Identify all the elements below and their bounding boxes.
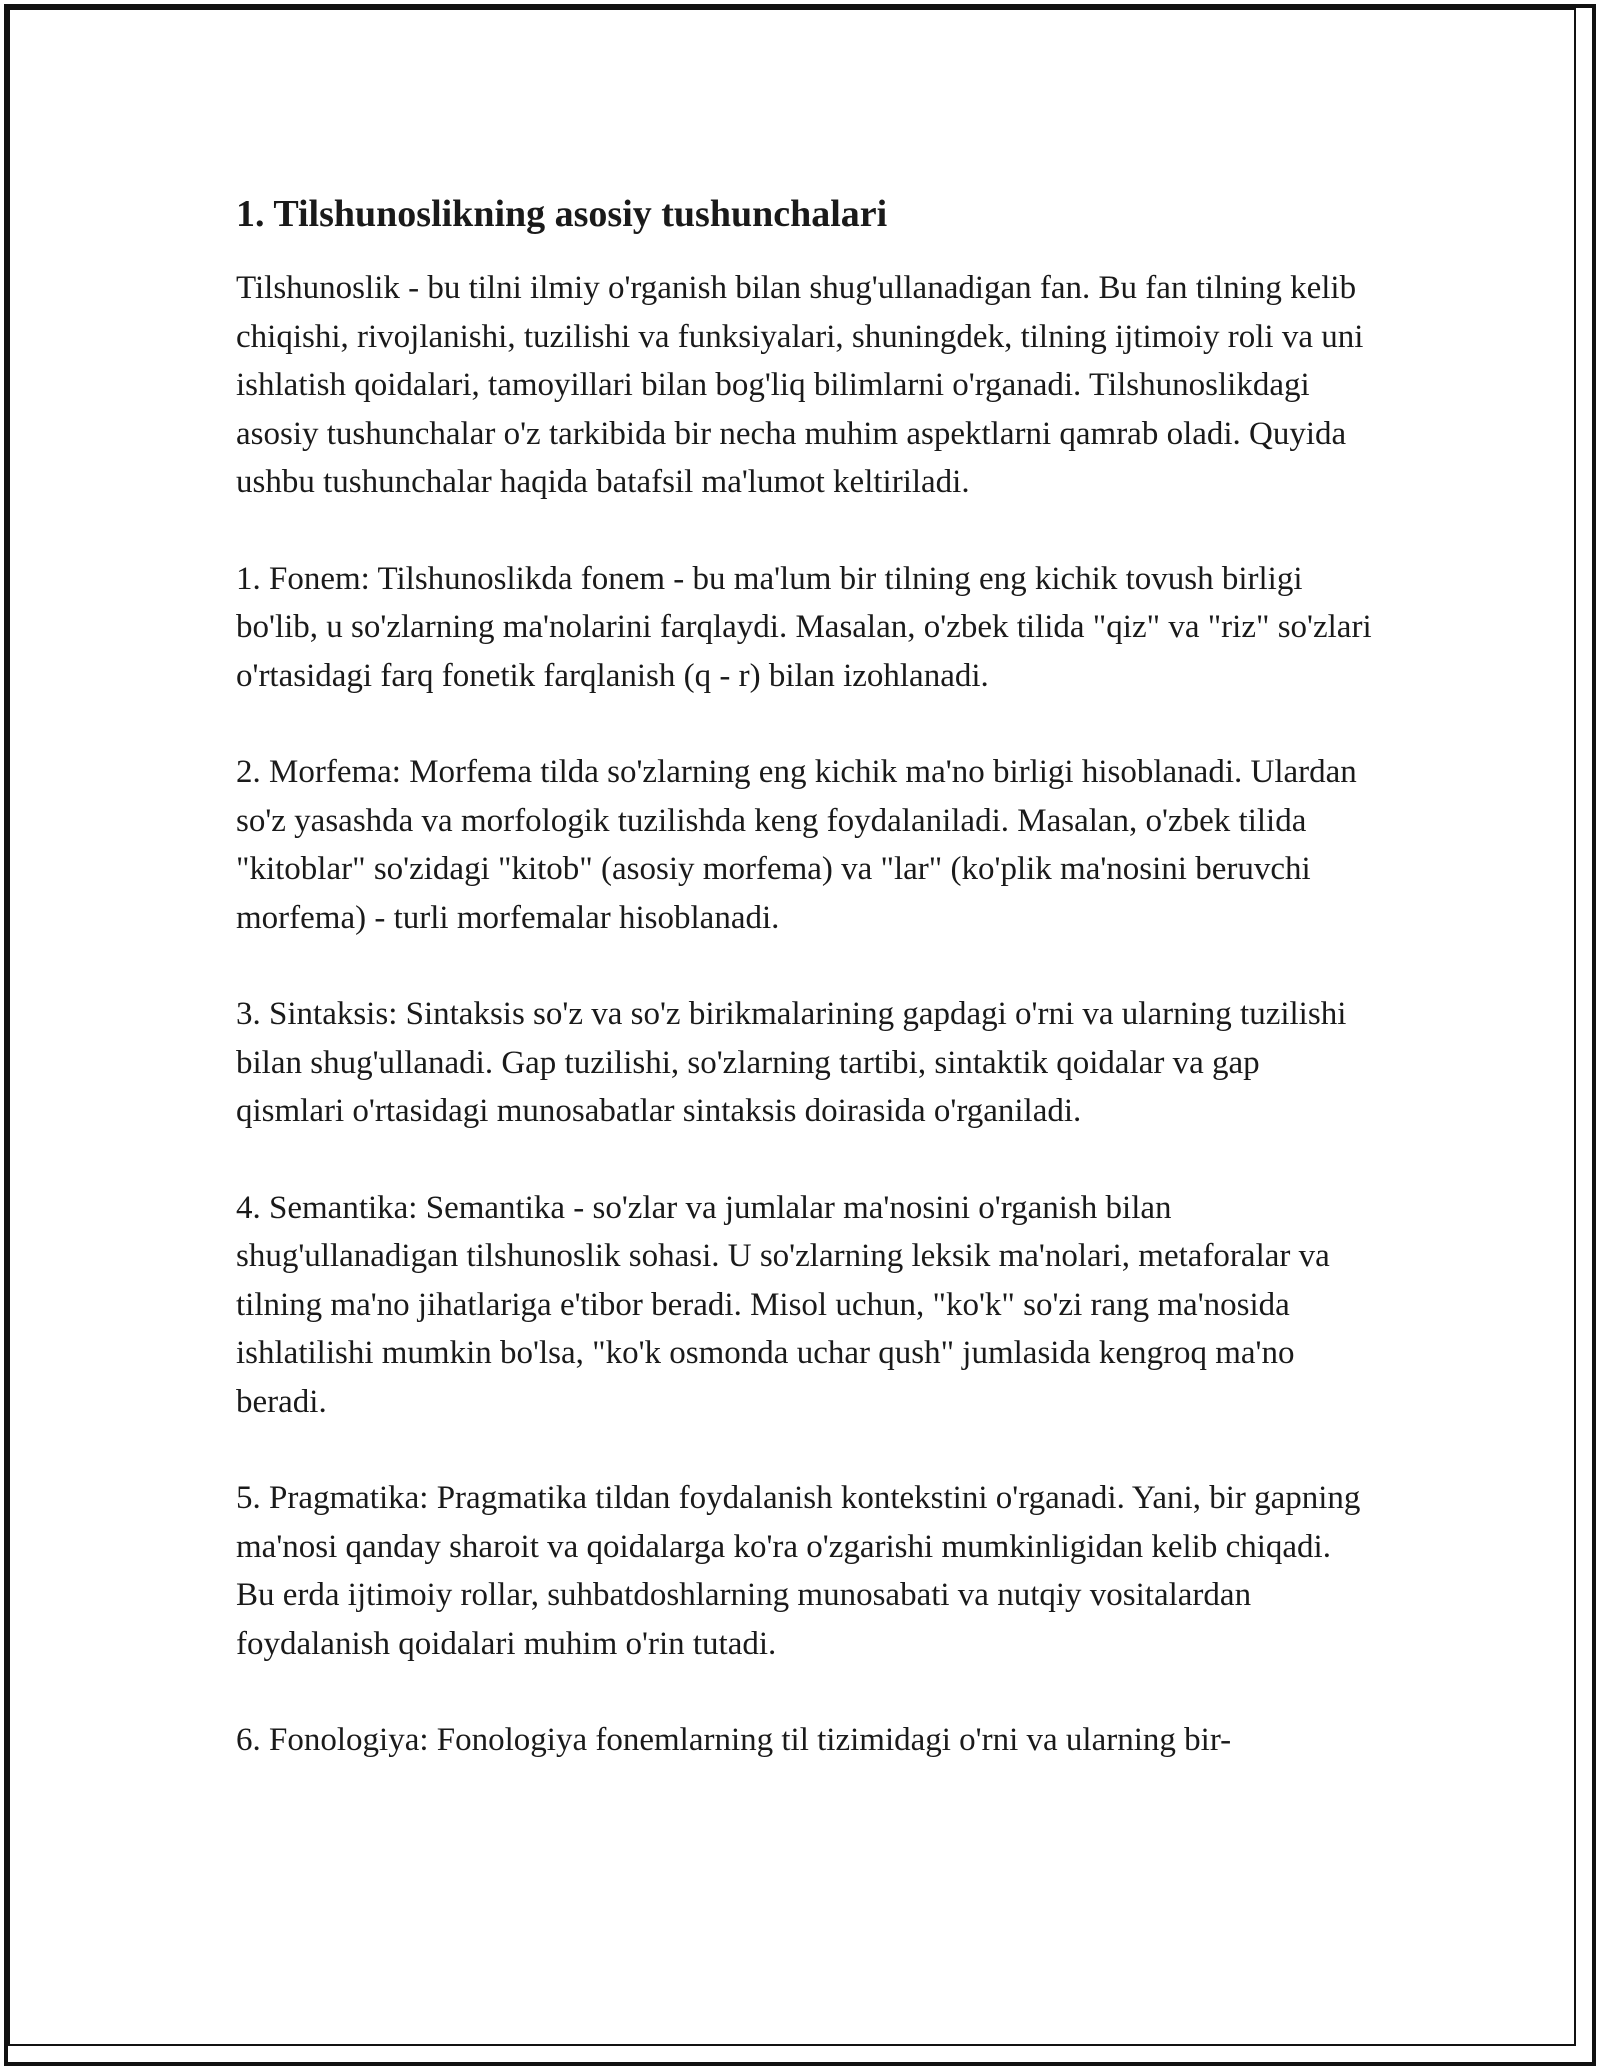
paragraph-fonologiya: 6. Fonologiya: Fonologiya fonemlarning til tizimidagi o'rni va ularning bir- — [236, 1722, 1232, 1758]
paragraph-fonem: 1. Fonem: Tilshunoslikda fonem - bu ma'lum bir tilning eng kichik tovush birligi bo'lib, u so'zlarning ma'nolarini farqlaydi. Masalan, o'zbek tilida "qiz" va "riz" so'zlari o'rtasidagi farq fonetik farqlanish (q - r) bilan izohlanadi. — [236, 560, 1372, 694]
paragraph-morfema: 2. Morfema: Morfema tilda so'zlarning eng kichik ma'no birligi hisoblanadi. Ulardan so'z yasashda va morfologik tuzilishda keng foydalaniladi. Masalan, o'zbek tilida "kitoblar" so'zidagi "kitob" (asosiy morfema) va "lar" (ko'plik ma'nosini beruvchi morfema) - turli morfemalar hisoblanadi. — [236, 754, 1357, 936]
paragraph-semantika: 4. Semantika: Semantika - so'zlar va jumlalar ma'nosini o'rganish bilan shug'ullanadigan tilshunoslik sohasi. U so'zlarning leksik ma'nolari, metaforalar va tilning ma'no jihatlariga e'tibor beradi. Misol uchun, "ko'k" so'zi rang ma'nosida ishlatilishi mumkin bo'lsa, "ko'k osmonda uchar qush" jumlasida kengroq ma'no beradi. — [236, 1189, 1330, 1420]
paragraph-pragmatika: 5. Pragmatika: Pragmatika tildan foydalanish kontekstini o'rganadi. Yani, bir gapning ma'nosi qanday sharoit va qoidalarga ko'ra o'zgarishi mumkinligidan kelib chiqadi. Bu erda ijtimoiy rollar, suhbatdoshlarning munosabati va nutqiy vositalardan foydalanish qoidalari muhim o'rin tutadi. — [236, 1480, 1361, 1662]
paragraph-sintaksis: 3. Sintaksis: Sintaksis so'z va so'z birikmalarining gapdagi o'rni va ularning tuzilishi bilan shug'ullanadi. Gap tuzilishi, so'zlarning tartibi, sintaktik qoidalar va gap qismlari o'rtasidagi munosabatlar sintaksis doirasida o'rganiladi. — [236, 996, 1347, 1129]
intro-paragraph: Tilshunoslik - bu tilni ilmiy o'rganish bilan shug'ullanadigan fan. Bu fan tilning kelib chiqishi, rivojlanishi, tuzilishi va funksiyalari, shuningdek, tilning ijtimoiy roli va uni ishlatish qoidalari, tamoyillari bilan bog'liq bilimlarni o'rganadi. Tilshunoslikdagi asosiy tushunchalar o'z tarkibida bir necha muhim aspektlarni qamrab oladi. Quyida ushbu tushunchalar haqida batafsil ma'lumot keltiriladi. — [236, 270, 1364, 500]
section-heading: 1. Tilshunoslikning asosiy tushunchalari — [236, 193, 888, 235]
document-body — [236, 186, 1376, 1813]
